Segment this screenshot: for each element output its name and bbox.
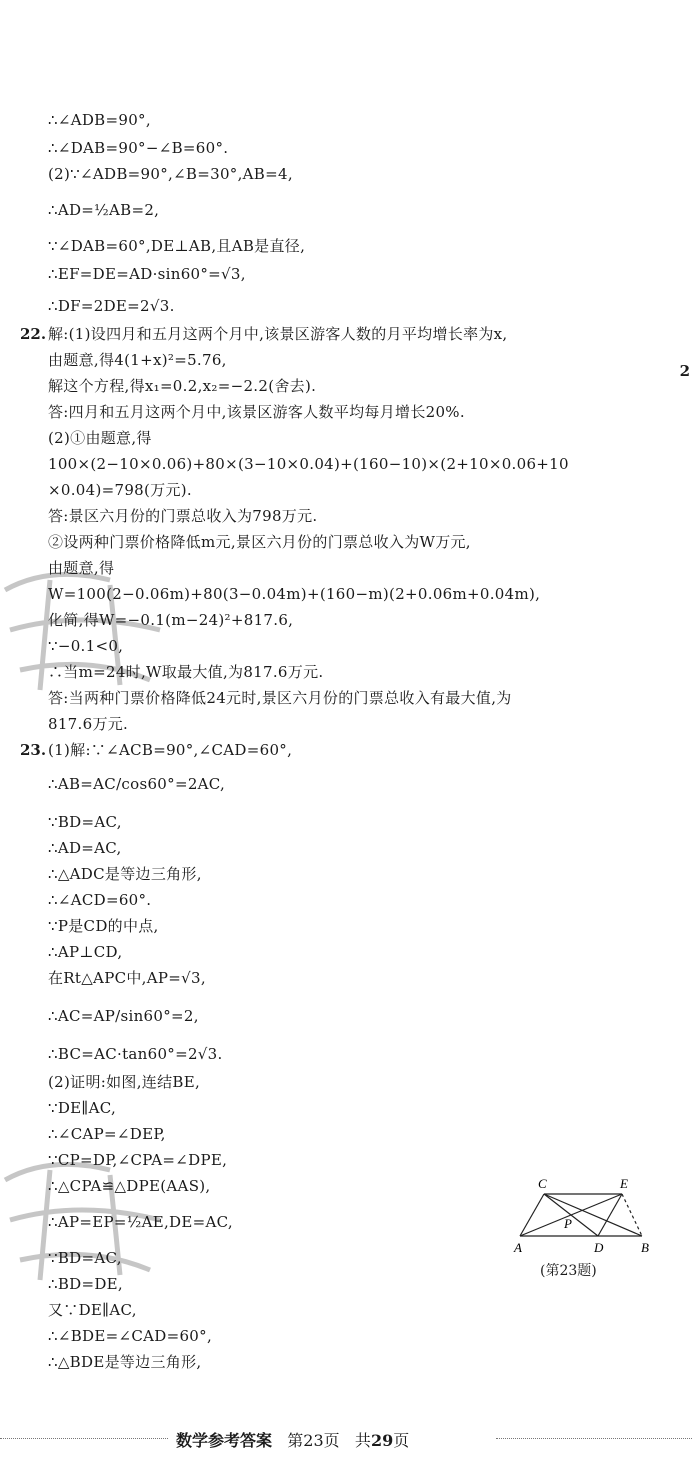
solution-line: ∴∠ACD=60°. xyxy=(48,891,152,909)
solution-line: ∴EF=DE=AD·sin60°=√3, xyxy=(48,265,246,283)
segment-ac xyxy=(520,1194,544,1236)
solution-line: (2)证明:如图,连结BE, xyxy=(48,1073,201,1091)
label-c: C xyxy=(538,1176,547,1191)
solution-line: ∴BD=DE, xyxy=(48,1275,124,1293)
solution-line: ∴AB=AC/cos60°=2AC, xyxy=(48,775,226,793)
footer-divider-left xyxy=(0,1438,168,1439)
solution-line: ∵BD=AC, xyxy=(48,1249,122,1267)
footer-total-suffix: 页 xyxy=(393,1431,410,1450)
solution-line: 解:(1)设四月和五月这两个月中,该景区游客人数的月平均增长率为x, xyxy=(48,325,508,343)
solution-line: ∴AP⊥CD, xyxy=(48,943,123,961)
solution-line: 817.6万元. xyxy=(48,715,129,733)
page-footer xyxy=(0,1426,692,1450)
solution-line: ∵∠DAB=60°,DE⊥AB,且AB是直径, xyxy=(48,237,306,255)
solution-line: ∵DE∥AC, xyxy=(48,1099,117,1117)
footer-divider-right xyxy=(496,1438,692,1439)
solution-line: (2)①由题意,得 xyxy=(48,429,152,447)
solution-line: ②设两种门票价格降低m元,景区六月份的门票总收入为W万元, xyxy=(48,533,471,551)
footer-total: 29 xyxy=(370,1431,394,1450)
solution-line: 100×(2−10×0.06)+80×(3−10×0.04)+(160−10)×(2+10×0.06+10 xyxy=(48,455,569,473)
question-number: 23. xyxy=(20,741,47,759)
solution-line: 答:当两种门票价格降低24元时,景区六月份的门票总收入有最大值,为 xyxy=(48,689,512,707)
solution-line: ∴△BDE是等边三角形, xyxy=(48,1353,202,1371)
label-a: A xyxy=(514,1240,522,1255)
label-b: B xyxy=(641,1240,649,1255)
solution-line: 又∵DE∥AC, xyxy=(48,1301,137,1319)
solution-line: ∴∠BDE=∠CAD=60°, xyxy=(48,1327,213,1345)
figure-caption: (第23题) xyxy=(540,1263,597,1279)
solution-line: ×0.04)=798(万元). xyxy=(48,481,192,499)
solution-line: ∴AD=½AB=2, xyxy=(48,201,160,219)
footer-page: 第23页 xyxy=(287,1431,340,1450)
side-page-mark: 2 xyxy=(679,362,690,380)
solution-line: 化简,得W=−0.1(m−24)²+817.6, xyxy=(48,611,294,629)
solution-line: ∴BC=AC·tan60°=2√3. xyxy=(48,1045,223,1063)
solution-line: ∴AP=EP=½AE,DE=AC, xyxy=(48,1213,233,1231)
segment-de xyxy=(598,1194,622,1236)
footer-title: 数学参考答案 xyxy=(176,1431,273,1450)
solution-line: ∴AD=AC, xyxy=(48,839,122,857)
footer-total-prefix: 共 xyxy=(354,1431,371,1450)
solution-line: ∴∠ADB=90°, xyxy=(48,111,151,129)
segment-cb xyxy=(544,1194,642,1236)
solution-line: (1)解:∵∠ACB=90°,∠CAD=60°, xyxy=(48,741,293,759)
solution-line: (2)∵∠ADB=90°,∠B=30°,AB=4, xyxy=(48,165,293,183)
solution-line: 在Rt△APC中,AP=√3, xyxy=(48,969,206,987)
solution-line: ∴△CPA≌△DPE(AAS), xyxy=(48,1177,211,1195)
geometry-figure xyxy=(512,1170,662,1260)
solution-line: ∴∠DAB=90°−∠B=60°. xyxy=(48,139,229,157)
question-number: 22. xyxy=(20,325,47,343)
solution-line: 答:四月和五月这两个月中,该景区游客人数平均每月增长20%. xyxy=(48,403,465,421)
solution-line: ∵BD=AC, xyxy=(48,813,122,831)
solution-line: ∴DF=2DE=2√3. xyxy=(48,297,175,315)
label-e: E xyxy=(620,1176,628,1191)
solution-line: ∴∠CAP=∠DEP, xyxy=(48,1125,166,1143)
solution-line: 答:景区六月份的门票总收入为798万元. xyxy=(48,507,318,525)
solution-line: ∵P是CD的中点, xyxy=(48,917,159,935)
solution-line: ∵CP=DP,∠CPA=∠DPE, xyxy=(48,1151,228,1169)
solution-line: ∵−0.1<0, xyxy=(48,637,124,655)
solution-line: 解这个方程,得x₁=0.2,x₂=−2.2(舍去). xyxy=(48,377,317,395)
label-p: P xyxy=(564,1216,572,1231)
solution-line: ∴AC=AP/sin60°=2, xyxy=(48,1007,199,1025)
footer-text xyxy=(176,1428,409,1451)
solution-line: 由题意,得4(1+x)²=5.76, xyxy=(48,351,227,369)
solution-line: ∴当m=24时,W取最大值,为817.6万元. xyxy=(48,663,324,681)
segment-be-dashed xyxy=(622,1194,642,1236)
solution-line: ∴△ADC是等边三角形, xyxy=(48,865,202,883)
solution-line: 由题意,得 xyxy=(48,559,115,577)
label-d: D xyxy=(594,1240,604,1255)
solution-line: W=100(2−0.06m)+80(3−0.04m)+(160−m)(2+0.06m+0.04m), xyxy=(48,585,541,603)
